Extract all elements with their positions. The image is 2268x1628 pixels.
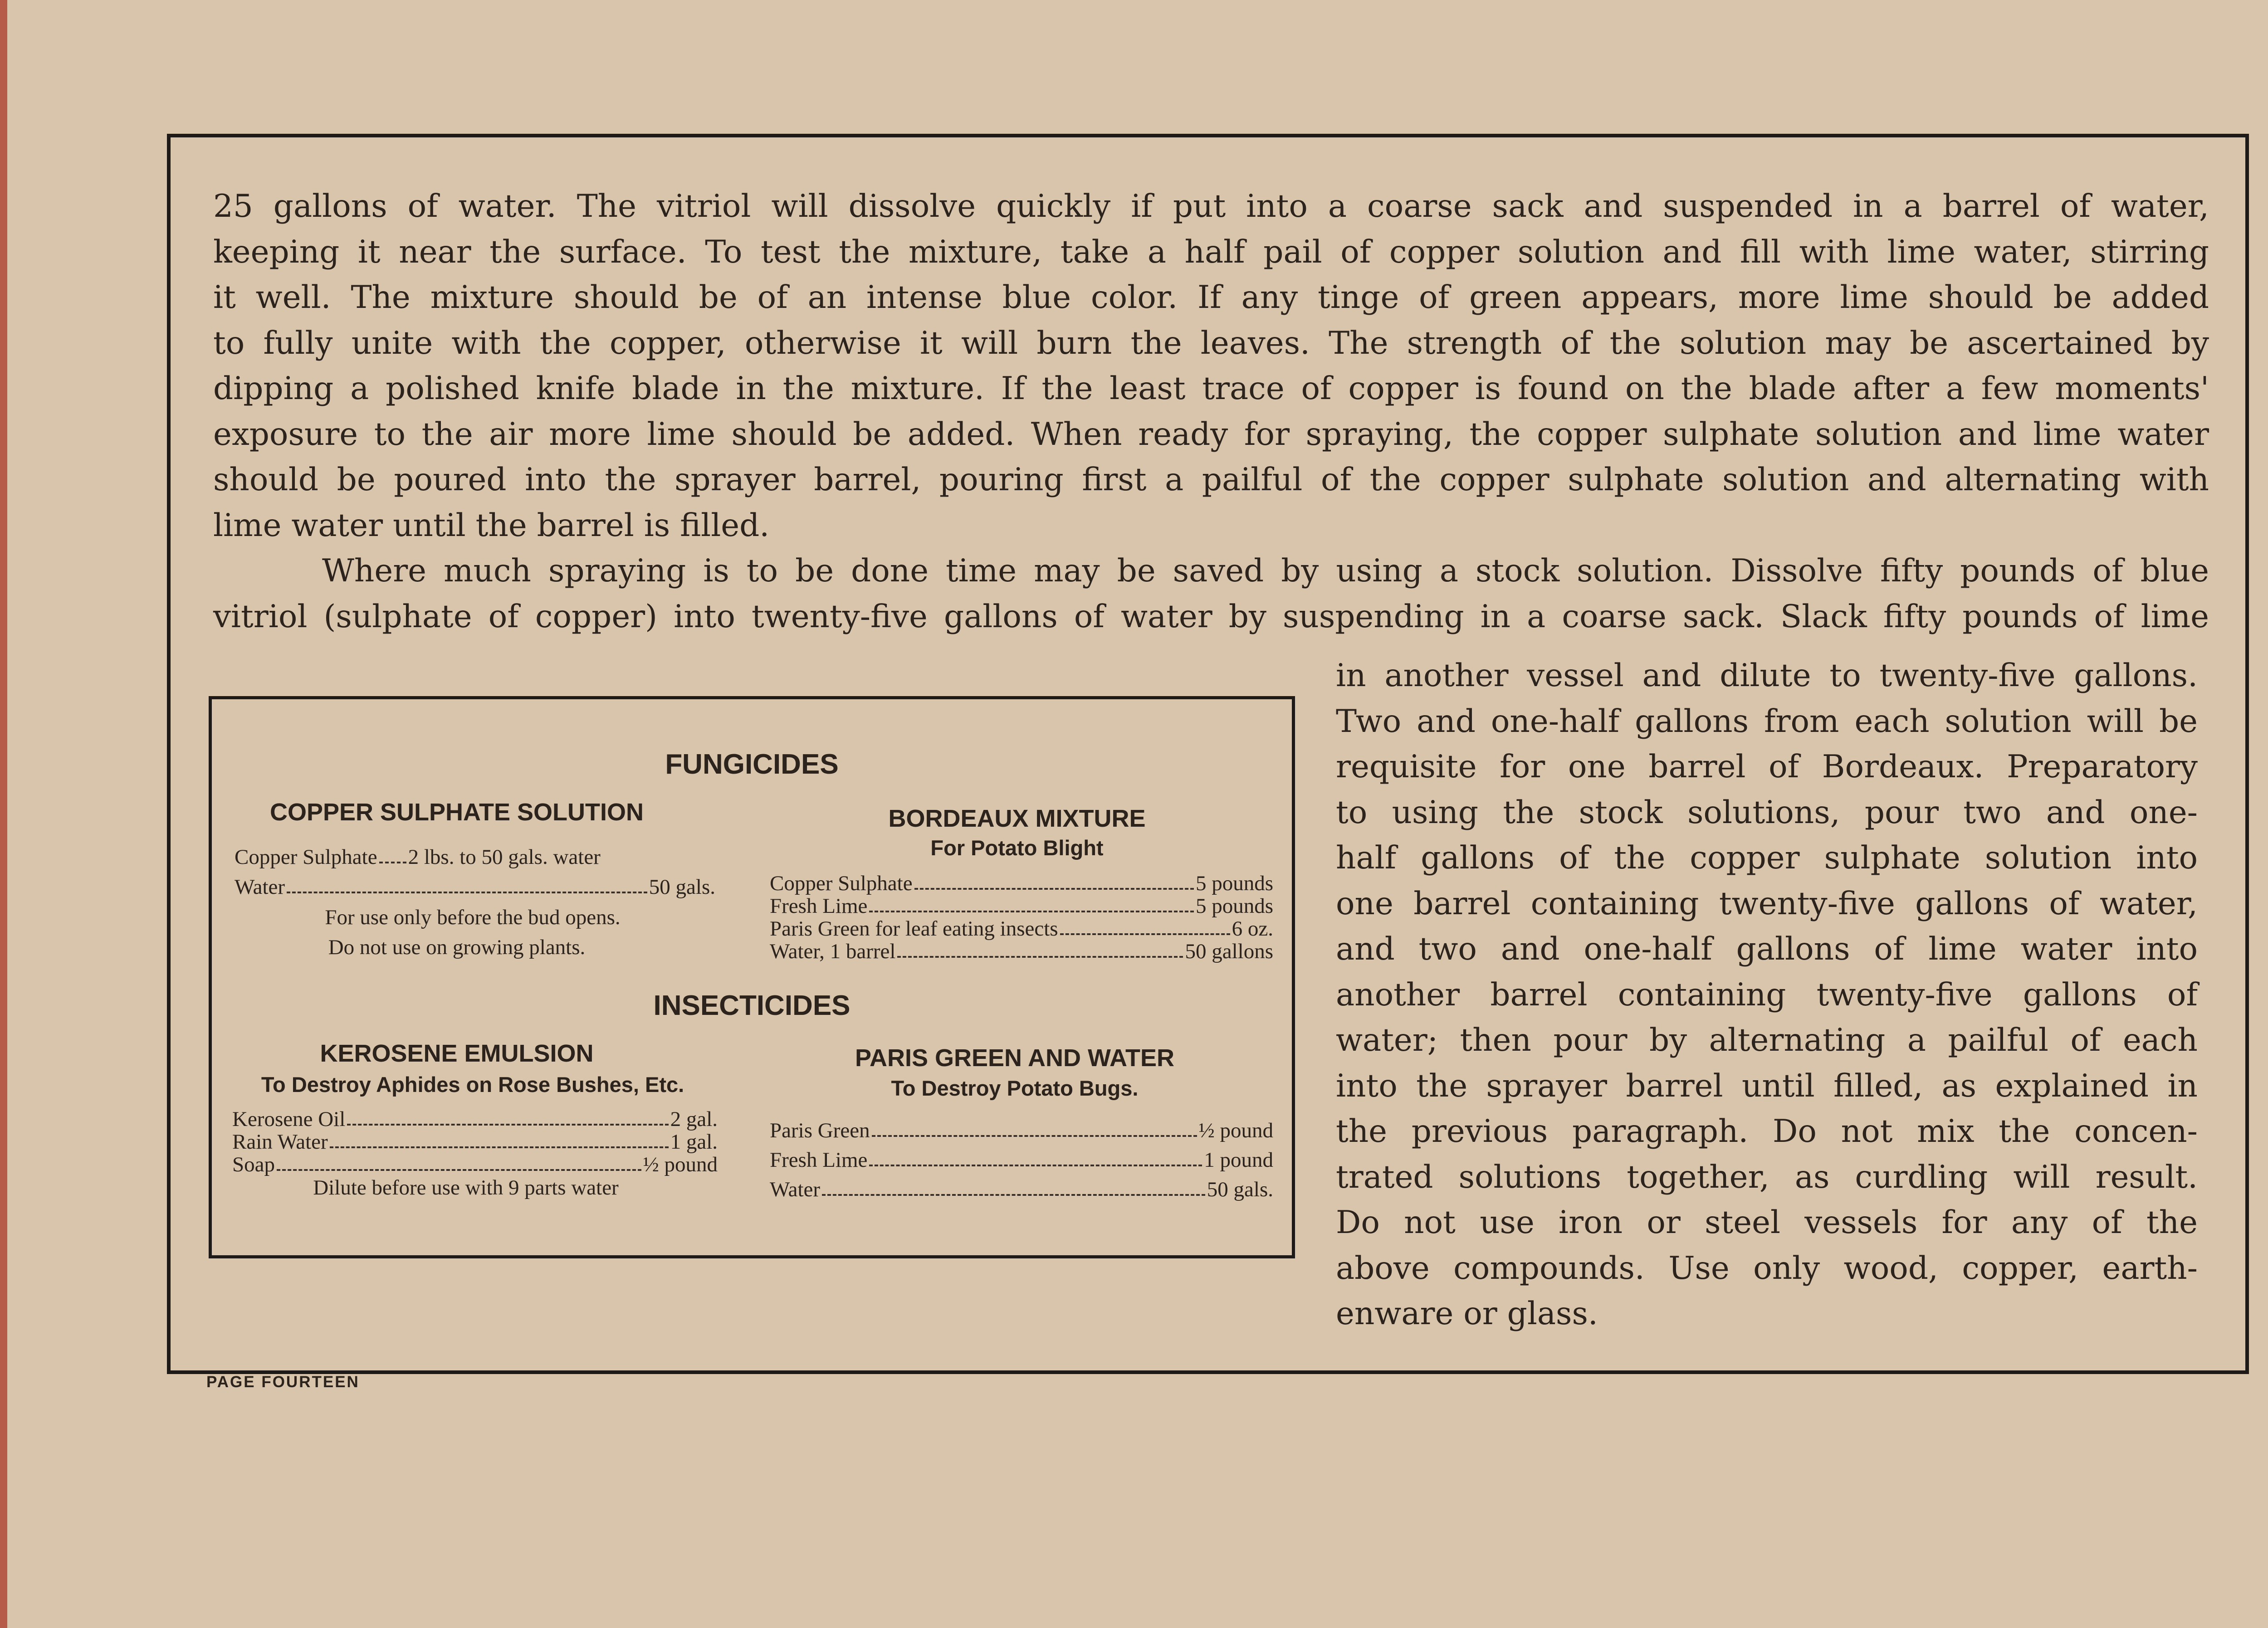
- row-label: Fresh Lime: [770, 1148, 868, 1172]
- body-line: above compounds. Use only wood, copper, earth-: [1336, 1250, 2198, 1287]
- leader-dots: [330, 1130, 669, 1148]
- leader-dots: [379, 845, 406, 863]
- row-label: Copper Sulphate: [770, 872, 913, 895]
- row-label: Soap: [232, 1153, 275, 1176]
- recipe-row: [232, 1107, 718, 1131]
- recipe-row: [235, 845, 715, 869]
- row-value: 50 gals.: [1207, 1178, 1273, 1201]
- leader-dots: [872, 1119, 1197, 1137]
- page-edge: [0, 0, 7, 1628]
- body-line: Where much spraying is to be done time may be saved by using a stock solution. Dissolve fifty pounds of blue: [322, 553, 2209, 589]
- paris-green-title: PARIS GREEN AND WATER: [855, 1044, 1175, 1072]
- row-value: 2 gal.: [670, 1107, 718, 1131]
- leader-dots: [914, 872, 1194, 890]
- body-line: one barrel containing twenty-five gallons of water,: [1336, 885, 2198, 922]
- row-value: 1 gal.: [670, 1130, 718, 1154]
- recipe-row: [770, 917, 1273, 941]
- recipe-row: [770, 1119, 1273, 1142]
- leader-dots: [869, 894, 1194, 912]
- body-line: lime water until the barrel is filled.: [213, 507, 770, 544]
- row-label: Copper Sulphate: [235, 845, 377, 869]
- row-value: 6 oz.: [1232, 917, 1273, 941]
- copper-sulphate-title: COPPER SULPHATE SOLUTION: [269, 799, 644, 826]
- row-label: Rain Water: [232, 1130, 328, 1154]
- usage-note: For use only before the bud opens.: [325, 906, 621, 929]
- bordeaux-mixture-title: BORDEAUX MIXTURE: [888, 805, 1146, 832]
- recipe-row: [232, 1153, 718, 1176]
- row-value: 5 pounds: [1195, 872, 1273, 895]
- body-line: to using the stock solutions, pour two and one-: [1336, 794, 2198, 831]
- row-value: ½ pound: [1198, 1119, 1273, 1142]
- leader-dots: [822, 1178, 1205, 1196]
- leader-dots: [869, 1148, 1202, 1166]
- row-value: 50 gals.: [649, 875, 715, 899]
- body-line: Do not use iron or steel vessels for any of the: [1336, 1204, 2198, 1241]
- fungicides-heading: FUNGICIDES: [665, 749, 839, 780]
- row-label: Paris Green for leaf eating insects: [770, 917, 1058, 941]
- body-line: it well. The mixture should be of an intense blue color. If any tinge of green appears, more lime should be added: [213, 279, 2209, 316]
- row-label: Paris Green: [770, 1119, 870, 1142]
- body-line: keeping it near the surface. To test the mixture, take a half pail of copper solution and fill with lime water, stirring: [213, 234, 2209, 270]
- row-label: Water: [235, 875, 285, 899]
- kerosene-emulsion-title: KEROSENE EMULSION: [320, 1040, 594, 1067]
- row-value: 2 lbs. to 50 gals. water: [408, 845, 601, 869]
- body-line: into the sprayer barrel until filled, as explained in: [1336, 1067, 2198, 1104]
- usage-note: Dilute before use with 9 parts water: [313, 1176, 619, 1199]
- body-line: trated solutions together, as curdling will result.: [1336, 1159, 2198, 1195]
- body-line: enware or glass.: [1336, 1296, 1598, 1332]
- body-line: exposure to the air more lime should be added. When ready for spraying, the copper sulphate solution and lime water: [213, 416, 2209, 453]
- body-line: requisite for one barrel of Bordeaux. Preparatory: [1336, 749, 2198, 785]
- recipe-row: [235, 875, 715, 899]
- row-value: 50 gallons: [1185, 940, 1273, 963]
- body-line: 25 gallons of water. The vitriol will dissolve quickly if put into a coarse sack and suspended in a barrel of water,: [213, 188, 2209, 224]
- body-line: the previous paragraph. Do not mix the concen-: [1336, 1113, 2198, 1150]
- leader-dots: [277, 1153, 641, 1171]
- recipe-row: [770, 940, 1273, 963]
- body-line: vitriol (sulphate of copper) into twenty-five gallons of water by suspending in a coarse sack. Slack fifty pounds of lime: [213, 598, 2209, 635]
- row-label: Fresh Lime: [770, 894, 868, 918]
- leader-dots: [347, 1107, 668, 1126]
- row-value: ½ pound: [643, 1153, 718, 1176]
- leader-dots: [287, 875, 647, 893]
- recipe-table: [209, 696, 1295, 1258]
- recipe-row: [770, 872, 1273, 895]
- leader-dots: [897, 940, 1183, 958]
- bordeaux-subtitle: For Potato Blight: [930, 836, 1104, 860]
- recipe-row: [770, 1178, 1273, 1201]
- body-paragraph: [213, 184, 2209, 639]
- row-label: Water: [770, 1178, 821, 1201]
- usage-note: Do not use on growing plants.: [328, 936, 586, 959]
- kerosene-subtitle: To Destroy Aphides on Rose Bushes, Etc.: [261, 1072, 684, 1097]
- body-line: dipping a polished knife blade in the mixture. If the least trace of copper is found on the blade after a few moments': [213, 370, 2209, 407]
- insecticides-heading: INSECTICIDES: [653, 990, 850, 1021]
- body-line: in another vessel and dilute to twenty-five gallons.: [1336, 658, 2198, 694]
- page-number: PAGE FOURTEEN: [206, 1373, 360, 1391]
- body-line: another barrel containing twenty-five gallons of: [1336, 976, 2198, 1013]
- recipe-row: [232, 1130, 718, 1154]
- body-line: should be poured into the sprayer barrel, pouring first a pailful of the copper sulphate solution and alternating with: [213, 462, 2209, 498]
- body-line: half gallons of the copper sulphate solution into: [1336, 840, 2198, 876]
- body-line: water; then pour by alternating a pailful of each: [1336, 1022, 2198, 1058]
- recipe-row: [770, 1148, 1273, 1172]
- paris-green-subtitle: To Destroy Potato Bugs.: [891, 1076, 1139, 1100]
- recipe-row: [770, 894, 1273, 918]
- body-line: and two and one-half gallons of lime water into: [1336, 931, 2198, 967]
- leader-dots: [1060, 917, 1230, 935]
- row-label: Kerosene Oil: [232, 1107, 346, 1131]
- right-column-text: [1336, 653, 2198, 1337]
- body-line: to fully unite with the copper, otherwise it will burn the leaves. The strength of the solution may be ascertained by: [213, 325, 2209, 361]
- body-line: Two and one-half gallons from each solution will be: [1336, 703, 2198, 740]
- row-value: 1 pound: [1204, 1148, 1273, 1172]
- row-label: Water, 1 barrel: [770, 940, 896, 963]
- row-value: 5 pounds: [1195, 894, 1273, 918]
